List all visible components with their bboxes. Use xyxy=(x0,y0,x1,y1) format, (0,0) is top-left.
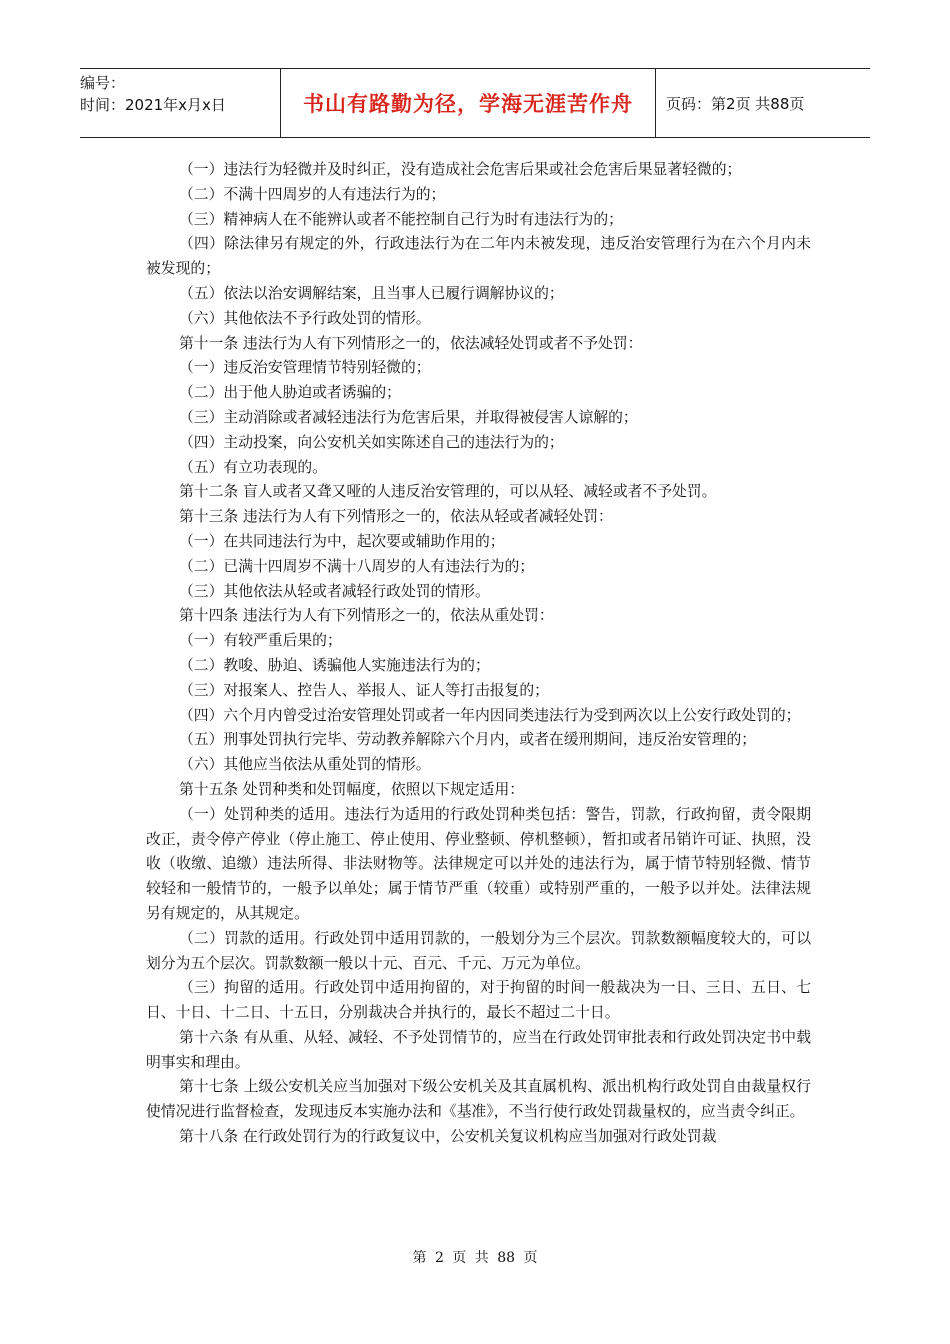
paragraph: （三）对报案人、控告人、举报人、证人等打击报复的； xyxy=(179,681,549,699)
header-motto: 书山有路勤为径，学海无涯苦作舟 xyxy=(280,69,656,137)
paragraph: 第十三条 违法行为人有下列情形之一的，依法从轻或者减轻处罚： xyxy=(179,508,613,526)
paragraph: （六）其他依法不予行政处罚的情形。 xyxy=(179,309,431,327)
paragraph: 第十六条 有从重、从轻、减轻、不予处罚情节的，应当在行政处罚审批表和行政处罚决定书中载明事实和理由。 xyxy=(146,1028,811,1071)
page-header xyxy=(80,68,870,138)
header-meta xyxy=(80,69,280,137)
paragraph: （一）在共同违法行为中，起次要或辅助作用的； xyxy=(179,532,505,550)
paragraph: （二）已满十四周岁不满十八周岁的人有违法行为的； xyxy=(179,557,535,575)
paragraph: （三）精神病人在不能辨认或者不能控制自己行为时有违法行为的； xyxy=(179,210,623,228)
paragraph: （三）拘留的适用。行政处罚中适用拘留的，对于拘留的时间一般裁决为一日、三日、五日、七日、十日、十二日、十五日，分别裁决合并执行的，最长不超过二十日。 xyxy=(146,979,811,1022)
paragraph: （二）出于他人胁迫或者诱骗的； xyxy=(179,384,401,402)
paragraph: （四）除法律另有规定的外，行政违法行为在二年内未被发现，违反治安管理行为在六个月内未被发现的； xyxy=(146,235,811,278)
paragraph: 第十一条 违法行为人有下列情形之一的，依法减轻处罚或者不予处罚： xyxy=(179,334,643,352)
paragraph: （一）违法行为轻微并及时纠正，没有造成社会危害后果或社会危害后果显著轻微的； xyxy=(179,161,742,178)
paragraph: 第十七条 上级公安机关应当加强对下级公安机关及其直属机构、派出机构行政处罚自由裁量权行使情况进行监督检查，发现违反本实施办法和《基准》，不当行使行政处罚裁量权的，应当责令纠正。 xyxy=(146,1078,811,1121)
paragraph: （二）教唆、胁迫、诱骗他人实施违法行为的； xyxy=(179,656,490,674)
paragraph: （一）处罚种类的适用。违法行为适用的行政处罚种类包括：警告，罚款，行政拘留，责令限期改正，责令停产停业（停止施工、停止使用、停业整顿、停机整顿），暂扣或者吊销许可证、执照，没收（收缴、追缴）违法所得、非法财物等。法律规定可以并处的违法行为，属于情节特别轻微、情节较轻和一般情节的，一般予以单处；属于情节严重（较重）或特别严重的，一般予以并处。法律法规另有规定的，从其规定。 xyxy=(146,805,811,922)
date-label: 时间：2021年x月x日 xyxy=(80,96,226,114)
paragraph: 第十五条 处罚种类和处罚幅度，依照以下规定适用： xyxy=(179,780,525,798)
paragraph: （一）违反治安管理情节特别轻微的； xyxy=(179,359,431,377)
number-label: 编号： xyxy=(80,74,126,92)
paragraph: 第十八条 在行政处罚行为的行政复议中，公安机关复议机构应当加强对行政处罚裁 xyxy=(179,1128,717,1146)
paragraph: 第十二条 盲人或者又聋又哑的人违反治安管理的，可以从轻、减轻或者不予处罚。 xyxy=(179,483,717,501)
paragraph: 第十四条 违法行为人有下列情形之一的，依法从重处罚： xyxy=(179,607,554,625)
paragraph: （五）刑事处罚执行完毕、劳动教养解除六个月内，或者在缓刑期间，违反治安管理的； xyxy=(179,731,757,749)
paragraph: （二）罚款的适用。行政处罚中适用罚款的，一般划分为三个层次。罚款数额幅度较大的，可以划分为五个层次。罚款数额一般以十元、百元、千元、万元为单位。 xyxy=(146,929,811,972)
paragraph: （五）有立功表现的。 xyxy=(179,458,327,476)
paragraph: （四）六个月内曾受过治安管理处罚或者一年内因同类违法行为受到两次以上公安行政处罚的； xyxy=(179,706,801,724)
page-footer: 第 2 页 共 88 页 xyxy=(412,1250,538,1266)
paragraph: （四）主动投案，向公安机关如实陈述自己的违法行为的； xyxy=(179,433,564,451)
paragraph: （三）其他依法从轻或者减轻行政处罚的情形。 xyxy=(179,582,490,600)
paragraph: （五）依法以治安调解结案，且当事人已履行调解协议的； xyxy=(179,284,564,302)
paragraph: （三）主动消除或者减轻违法行为危害后果，并取得被侵害人谅解的； xyxy=(179,408,638,426)
paragraph: （一）有较严重后果的； xyxy=(179,632,342,650)
document-body xyxy=(146,158,811,1150)
paragraph: （二）不满十四周岁的人有违法行为的； xyxy=(179,185,446,203)
header-page-info: 页码：第2页 共88页 xyxy=(666,94,805,113)
paragraph: （六）其他应当依法从重处罚的情形。 xyxy=(179,756,431,774)
